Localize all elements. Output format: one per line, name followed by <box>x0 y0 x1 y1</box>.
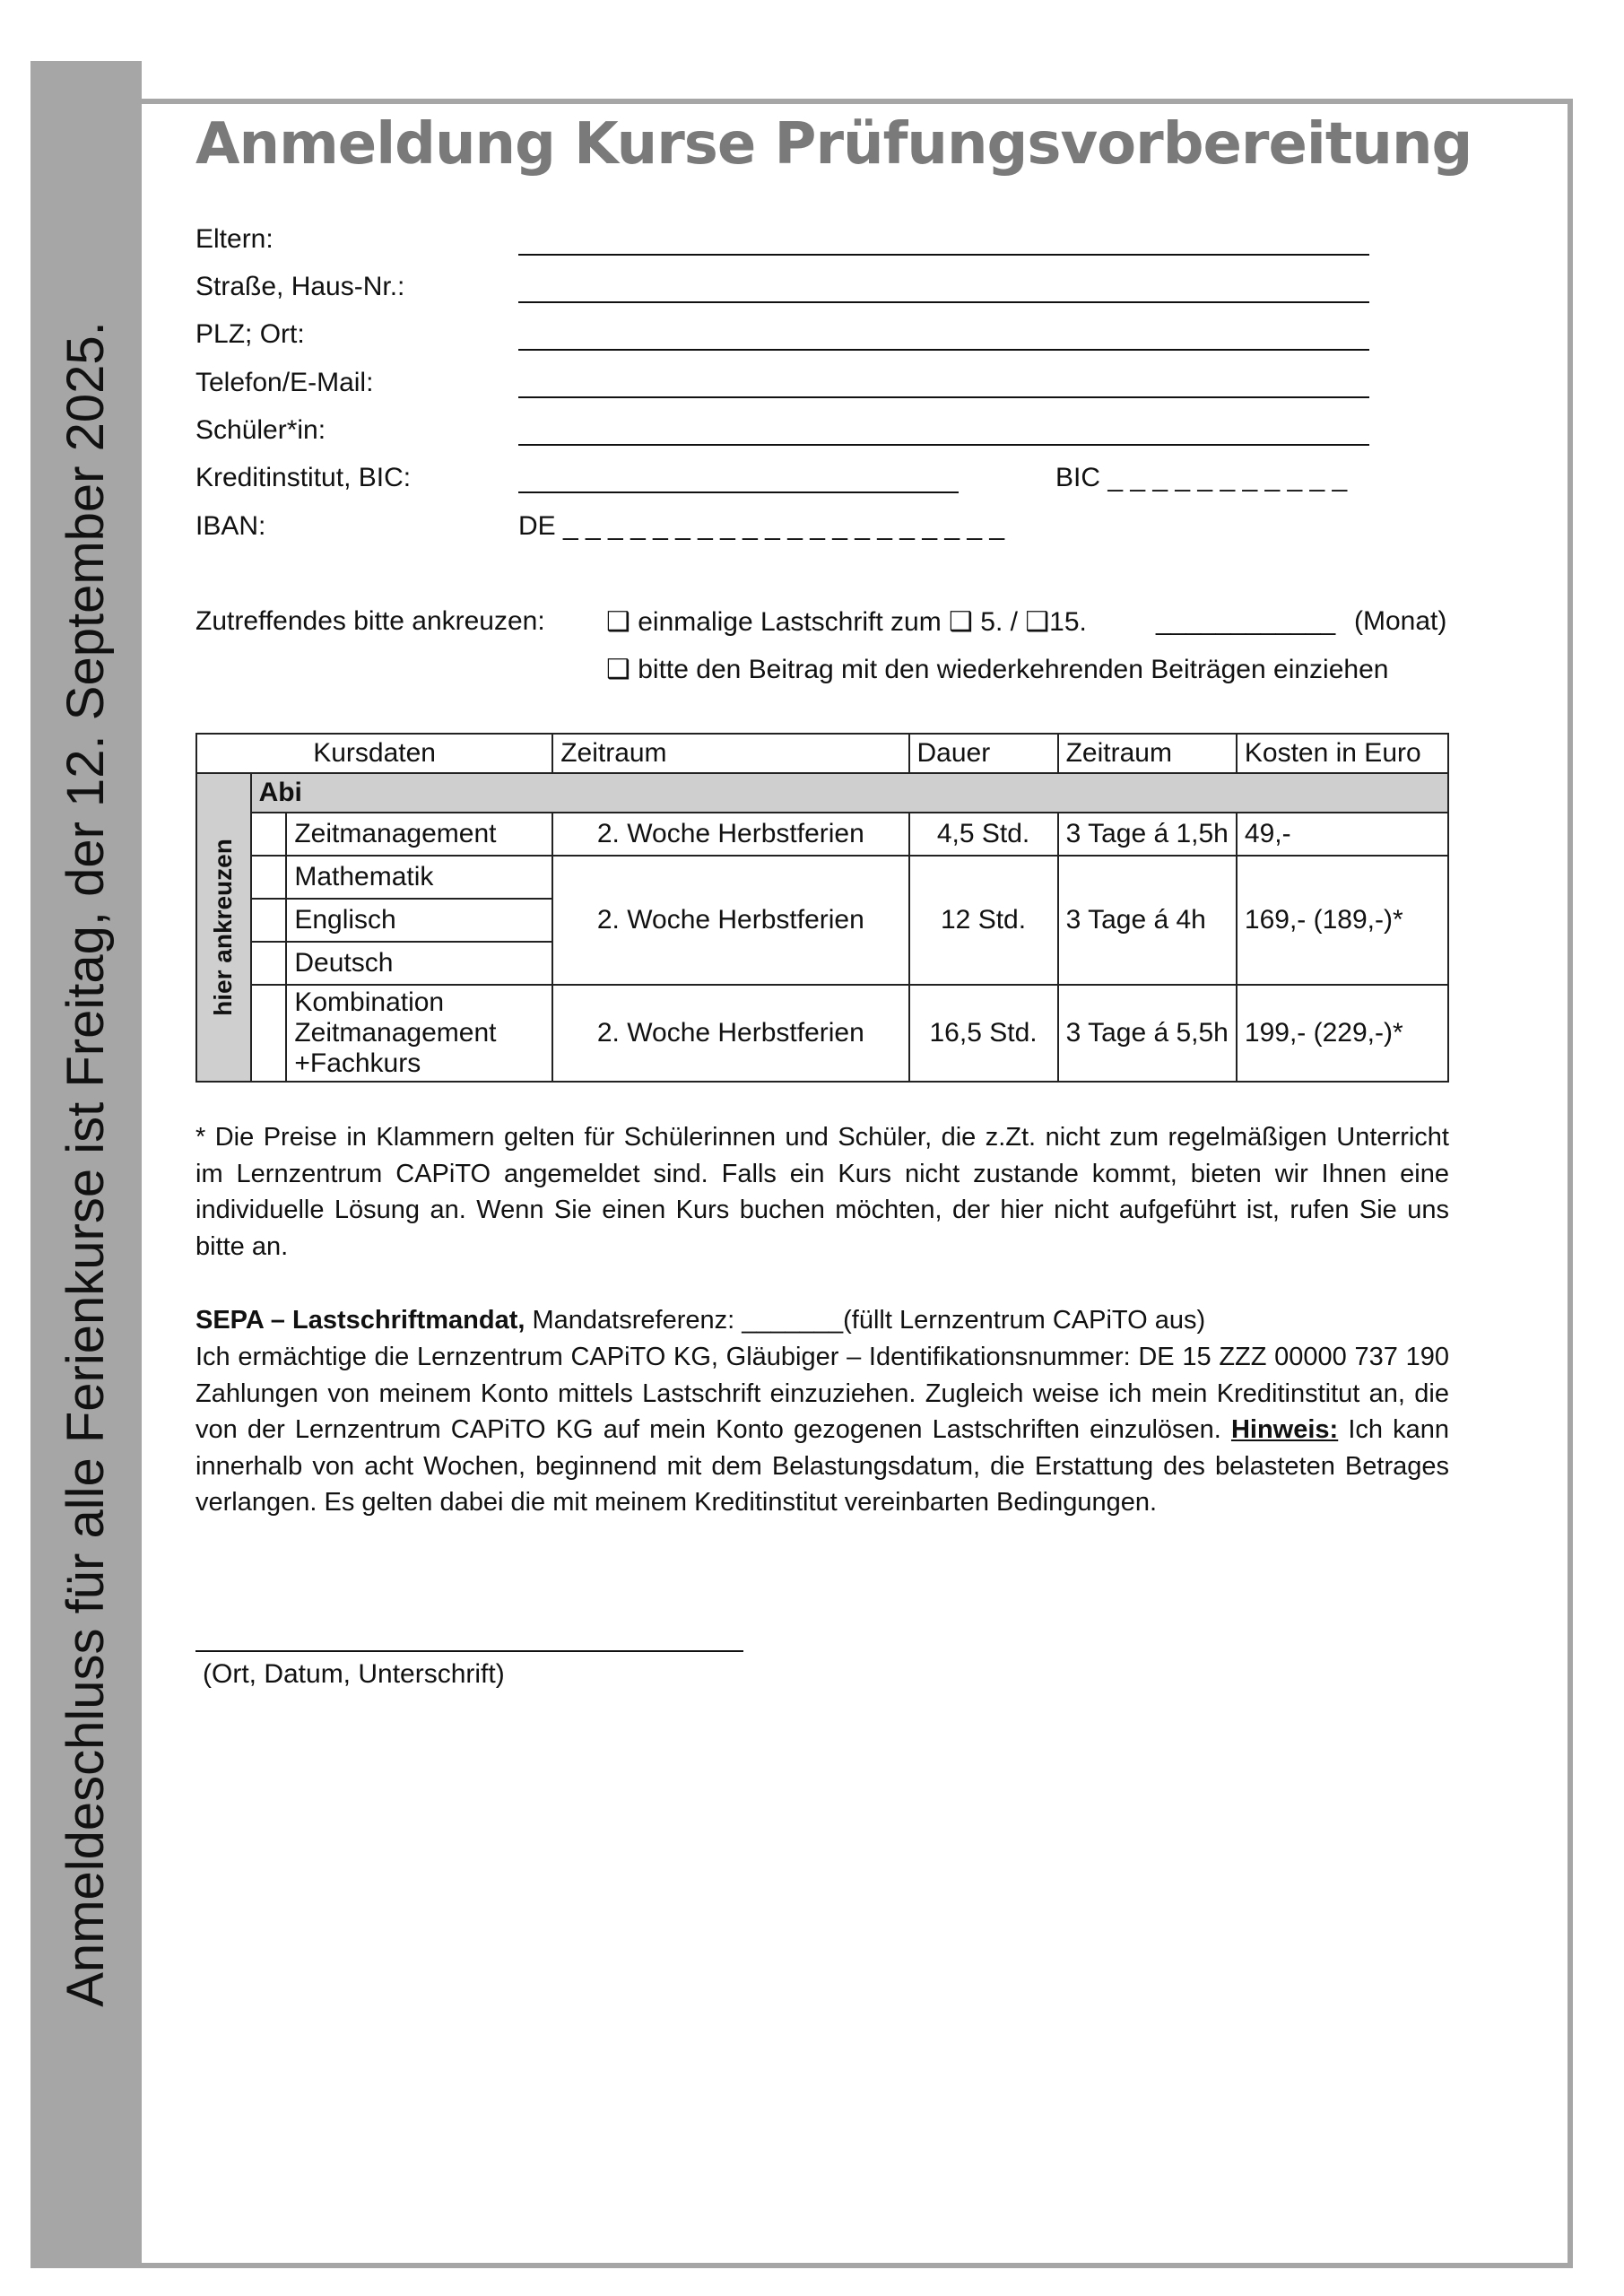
course-name: Englisch <box>286 899 552 942</box>
sepa-hinweis: Hinweis: <box>1230 1415 1339 1444</box>
table-row <box>196 813 1448 856</box>
course-name-line: Zeitmanagement <box>294 1018 497 1048</box>
header-zeitraum: Zeitraum <box>552 734 908 773</box>
table-header-row <box>196 734 1448 773</box>
label-plz: PLZ; Ort: <box>195 319 305 349</box>
options-label: Zutreffendes bitte ankreuzen: <box>195 606 545 636</box>
course-name-kombination <box>286 985 552 1082</box>
header-kosten: Kosten in Euro <box>1237 734 1448 773</box>
label-kreditinstitut: Kreditinstitut, BIC: <box>195 463 412 492</box>
label-eltern: Eltern: <box>195 224 274 254</box>
signature-label: (Ort, Datum, Unterschrift) <box>203 1659 505 1689</box>
course-period: 2. Woche Herbstferien <box>552 856 908 985</box>
price-note: * Die Preise in Klammern gelten für Schülerinnen und Schüler, die z.Zt. nicht zum regelmäßigen Unterricht im Lernzentrum CAPiTO angemeldet sind. Falls ein Kurs nicht zustande kommt, bieten wir Ihnen eine individuelle Lösung an. Wenn Sie einen Kurs buchen möchten, der hier nicht aufgeführt ist, rufen Sie uns bitte an. <box>195 1123 1449 1261</box>
course-name-line: Kombination <box>294 987 445 1017</box>
course-table <box>195 733 1449 1083</box>
side-label-cell <box>196 773 251 1082</box>
option-recurring-debit[interactable]: ❑ bitte den Beitrag mit den wiederkehrenden Beiträgen einziehen <box>606 655 1389 684</box>
course-schedule: 3 Tage á 5,5h <box>1058 985 1237 1082</box>
course-duration: 16,5 Std. <box>909 985 1058 1082</box>
sepa-mandate <box>195 1302 1449 1339</box>
course-cost: 199,- (229,-)* <box>1237 985 1448 1082</box>
header-zeitraum-2: Zeitraum <box>1058 734 1237 773</box>
header-kursdaten: Kursdaten <box>196 734 552 773</box>
field-telefon[interactable] <box>518 396 1369 398</box>
table-row <box>196 856 1448 899</box>
sepa-body-text: Ich ermächtige die Lernzentrum CAPiTO KG, Gläubiger – Identifikationsnummer: DE 15 ZZZ 00000 737 190 Zahlungen von meinem Konto mittels Lastschrift einzuziehen. Zugleich weise ich mein Kreditinstitut an, die von der Lernzentrum CAPiTO KG auf mein Konto gezogenen Lastschriften einzulösen. <box>195 1343 1449 1444</box>
label-strasse: Straße, Haus-Nr.: <box>195 272 405 301</box>
field-eltern[interactable] <box>518 254 1369 256</box>
signature-line[interactable] <box>195 1650 743 1652</box>
checkbox-mathematik[interactable] <box>251 856 287 899</box>
field-kreditinstitut[interactable] <box>518 491 959 493</box>
course-schedule: 3 Tage á 4h <box>1058 856 1237 985</box>
label-schueler: Schüler*in: <box>195 415 326 445</box>
side-label-hier-ankreuzen: hier ankreuzen <box>209 839 238 1016</box>
field-month[interactable]: ____________ <box>1156 606 1336 636</box>
course-duration: 12 Std. <box>909 856 1058 985</box>
header-dauer: Dauer <box>909 734 1058 773</box>
course-period: 2. Woche Herbstferien <box>552 985 908 1082</box>
course-name-line: +Fachkurs <box>294 1048 421 1078</box>
field-iban[interactable]: DE _ _ _ _ _ _ _ _ _ _ _ _ _ _ _ _ _ _ _ _ <box>518 511 1005 541</box>
course-period: 2. Woche Herbstferien <box>552 813 908 856</box>
option-single-debit[interactable]: ❑ einmalige Lastschrift zum ❑ 5. / ❑15. <box>606 607 1087 637</box>
course-cost: 49,- <box>1237 813 1448 856</box>
label-telefon: Telefon/E-Mail: <box>195 368 374 397</box>
sepa-body <box>195 1339 1449 1521</box>
label-iban: IBAN: <box>195 511 266 541</box>
course-name: Zeitmanagement <box>286 813 552 856</box>
field-bic[interactable]: BIC _ _ _ _ _ _ _ _ _ _ _ <box>1055 463 1348 492</box>
field-strasse[interactable] <box>518 301 1369 303</box>
checkbox-kombination[interactable] <box>251 985 287 1082</box>
course-cost: 169,- (189,-)* <box>1237 856 1448 985</box>
checkbox-deutsch[interactable] <box>251 942 287 985</box>
table-row <box>196 985 1448 1082</box>
checkbox-englisch[interactable] <box>251 899 287 942</box>
field-schueler[interactable] <box>518 444 1369 446</box>
sepa-heading: SEPA – Lastschriftmandat, <box>195 1306 525 1335</box>
group-row-abi <box>196 773 1448 813</box>
sepa-reference: Mandatsreferenz: _______(füllt Lernzentrum CAPiTO aus) <box>525 1306 1206 1335</box>
course-name: Deutsch <box>286 942 552 985</box>
course-duration: 4,5 Std. <box>909 813 1058 856</box>
month-label: (Monat) <box>1354 606 1447 636</box>
group-label-abi: Abi <box>251 773 1448 813</box>
field-plz[interactable] <box>518 349 1369 351</box>
side-banner-text: Anmeldeschluss für alle Ferienkurse ist Freitag, der 12. September 2025. <box>56 321 115 2007</box>
course-name: Mathematik <box>286 856 552 899</box>
course-schedule: 3 Tage á 1,5h <box>1058 813 1237 856</box>
sepa-body-text-2: Ich kann innerhalb von acht Wochen, beginnend mit dem Belastungsdatum, die Erstattung des belasteten Betrages verlangen. Es gelten dabei die mit meinem Kreditinstitut vereinbarten Bedingungen. <box>195 1415 1450 1517</box>
page-title: Anmeldung Kurse Prüfungsvorbereitung <box>195 111 1472 178</box>
checkbox-zeitmanagement[interactable] <box>251 813 287 856</box>
